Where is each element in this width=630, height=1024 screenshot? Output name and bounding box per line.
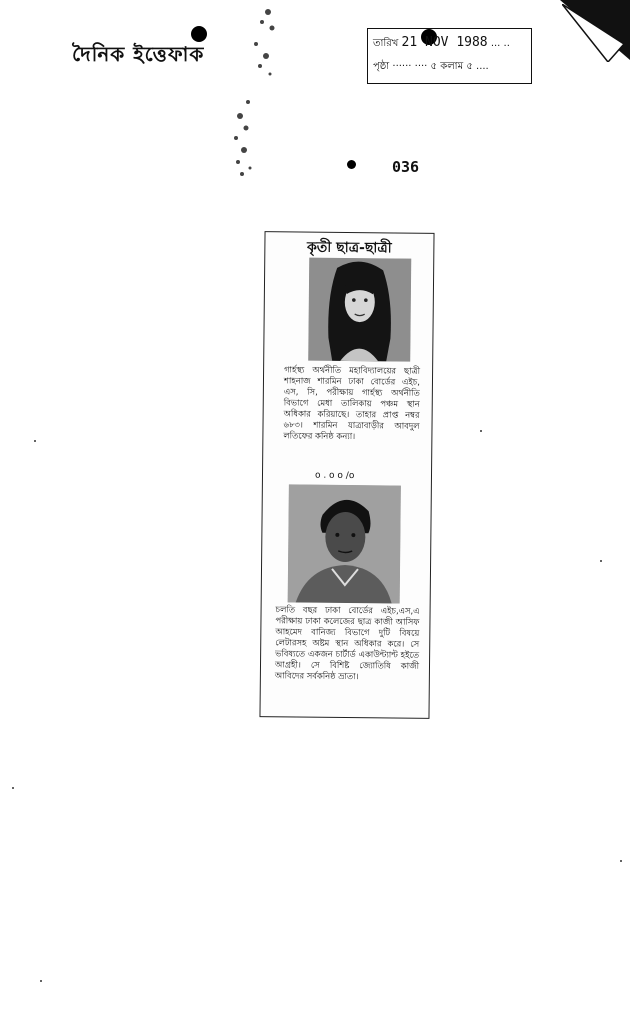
newspaper-clipping [259, 231, 434, 719]
page-code: 036 [392, 158, 420, 176]
column-label: কলাম [440, 61, 464, 72]
date-stamp: তারিখ 21 NOV 1988 ... .. পৃষ্ঠা ······ ···· ৫ কলাম ৫ .... [367, 28, 532, 84]
clipping-title: কৃতী ছাত্র-ছাত্রী [306, 239, 392, 257]
paper-speck [34, 440, 36, 442]
punch-hole [347, 160, 356, 169]
newspaper-name: দৈনিক ইত্তেফাক [72, 42, 205, 66]
date-value: 21 NOV 1988 [401, 35, 488, 50]
punch-hole [191, 26, 207, 42]
page-value: ৫ [430, 61, 438, 72]
student-photo-male [288, 484, 401, 603]
separator-marks: o . o o /o [314, 470, 355, 482]
ink-smudge [226, 4, 286, 184]
student-2-description: চলতি বছর ঢাকা বোর্ডের এইচ,এস,এ পরীক্ষায় ঢাকা কলেজের ছাত্র কাজী আসিফ আহমেদ বানিজ্য বিভাগে দুটি বিষয়ে লেটারসহ অষ্টম স্থান অধিকার করে। সে ভবিষ্যতে একজন চার্টার্ড একাউন্ট্যান্ট হইতে আগ্রহী। সে বিশিষ্ট জ্যোতিষি কাজী আবিদের সর্বকনিষ্ঠ ভ্রাতা। [274, 604, 420, 682]
paper-speck [600, 560, 602, 562]
paper-speck [480, 430, 482, 432]
page-label: পৃষ্ঠা [373, 61, 390, 72]
folded-corner-icon [562, 4, 624, 62]
date-label: তারিখ [373, 38, 399, 49]
paper-speck [12, 787, 14, 789]
column-value: ৫ [466, 61, 473, 72]
paper-speck [40, 980, 42, 982]
paper-speck [620, 860, 622, 862]
student-1-description: গার্হস্থ্য অর্থনীতি মহাবিদ্যালয়ের ছাত্রী শাহনাজ শারমিন ঢাকা বোর্ডের এইচ, এস, সি, পরীক্ষায় গার্হস্থ্য অর্থনীতি বিভাগে মেধা তালিকায় পঞ্চম স্থান অধিকার করিয়াছে। তাহার প্রাপ্ত নম্বর ৬৮৩। শারমিন যাত্রাবাড়ীর আবদুল লতিফের কনিষ্ঠ কন্যা। [283, 364, 421, 442]
student-photo-female [308, 258, 411, 362]
